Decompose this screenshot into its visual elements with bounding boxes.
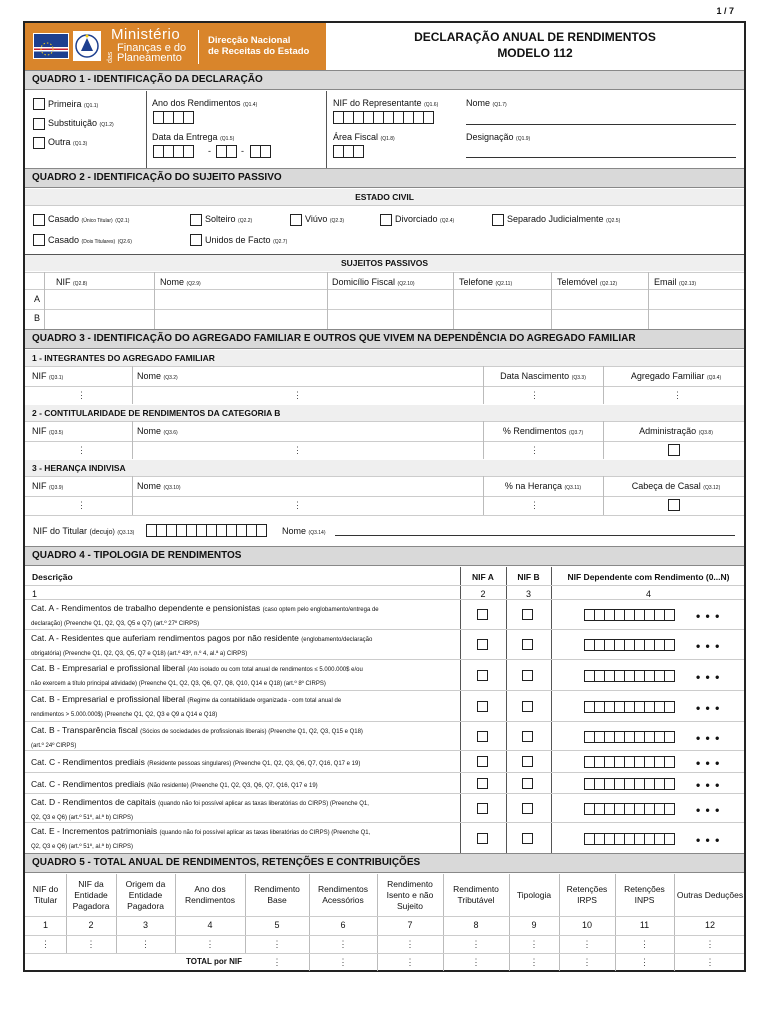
q5-col-number: 10 <box>581 920 592 930</box>
q4-col-nif-dependente: NIF Dependente com Rendimento (0...N) <box>567 572 730 582</box>
q5-cell-dots: ⋮ <box>405 939 415 949</box>
row-b-label: B <box>34 313 41 323</box>
divorciado-label: Divorciado (Q2.4) <box>395 214 455 224</box>
area-fiscal-label: Área Fiscal (Q1.8) <box>333 132 395 142</box>
q5-col-number: 5 <box>274 920 280 930</box>
q5-col-header: NIF do Titular <box>32 884 59 905</box>
q5-total-dots: ⋮ <box>338 957 348 967</box>
financas-text: Finanças e do <box>117 42 187 54</box>
nif-a-checkbox[interactable] <box>477 803 488 814</box>
substituicao-checkbox[interactable] <box>33 118 45 130</box>
tipologia-description <box>31 724 451 752</box>
nome-q1-field[interactable] <box>466 124 736 125</box>
row-a-label: A <box>34 294 41 304</box>
q5-col-header: Rendimento Isento e não Sujeito <box>386 878 434 911</box>
solteiro-checkbox[interactable] <box>190 214 202 226</box>
s3-col-heranca: % na Herança (Q3.11) <box>504 481 582 491</box>
viuvo-checkbox[interactable] <box>290 214 302 226</box>
q5-cell-dots: ⋮ <box>205 939 215 949</box>
q3-s2-title: 2 - CONTITULARIDADE DE RENDIMENTOS DA CATEGORIA B <box>25 405 744 421</box>
s2-col-nome: Nome (Q3.6) <box>137 426 178 436</box>
more-dependents-ellipsis[interactable]: • • • <box>696 778 721 792</box>
nif-a-checkbox[interactable] <box>477 833 488 844</box>
q5-col-header: Rendimentos Acessórios <box>317 884 369 905</box>
cabeca-casal-checkbox[interactable] <box>668 499 680 511</box>
casado-unico-label: Casado (Único Titular) (Q2.1) <box>48 214 130 224</box>
s2-nif-dots: ⋮ <box>77 445 86 455</box>
designacao-field[interactable] <box>466 157 736 158</box>
q5-col-header: Retenções IRPS <box>566 884 608 905</box>
q5-col-header: Origem da Entidade Pagadora <box>125 878 166 911</box>
q4-num-4: 4 <box>645 589 651 599</box>
nif-b-checkbox[interactable] <box>522 609 533 620</box>
tipologia-main-text: Cat. B - Empresarial e profissional liberal <box>31 663 186 673</box>
estado-civil-header: ESTADO CIVIL <box>25 189 744 205</box>
s2-col-administracao: Administração (Q3.8) <box>639 426 713 436</box>
s3-col-cabeca-casal: Cabeça de Casal (Q3.12) <box>631 481 721 491</box>
nif-dependente-input[interactable] <box>584 609 674 621</box>
data-entrega-year-input[interactable] <box>153 145 193 158</box>
sp-col-telemovel: Telemóvel (Q2.12) <box>557 277 617 287</box>
q5-col-number: 1 <box>42 920 48 930</box>
q5-cell-dots: ⋮ <box>272 939 282 949</box>
tipologia-main-text: Cat. A - Residentes que auferiam rendimentos pagos por não residente <box>31 633 299 643</box>
dnre-line1: Direcção Nacional <box>208 35 291 46</box>
q5-col-number: 9 <box>531 920 537 930</box>
logo-divider <box>198 30 199 64</box>
q5-cell-dots: ⋮ <box>640 939 649 949</box>
nif-dependente-input[interactable] <box>584 670 674 682</box>
nif-titular-input[interactable] <box>146 524 266 537</box>
nif-dependente-input[interactable] <box>584 756 674 768</box>
q5-col-number: 2 <box>88 920 94 930</box>
q5-title: QUADRO 5 - TOTAL ANUAL DE RENDIMENTOS, RETENÇÕES E CONTRIBUIÇÕES <box>25 853 744 873</box>
tipologia-note: (Regime da contabilidade organizada - com total anual de <box>187 698 342 704</box>
sp-col-domicilio: Domicílio Fiscal (Q2.10) <box>332 277 415 287</box>
tipologia-row <box>25 721 744 750</box>
tipologia-note-line2: Q2, Q3 e Q6) (art.º 51º, al.ª b) CIRPS) <box>31 844 133 850</box>
q5-col-header: Rendimento Tributável <box>453 884 499 905</box>
page-number: 1 / 7 <box>716 6 734 16</box>
q5-cell-dots: ⋮ <box>705 939 715 949</box>
nif-dependente-input[interactable] <box>584 803 674 815</box>
data-entrega-day-input[interactable] <box>250 145 270 158</box>
tipologia-main-text: Cat. E - Incrementos patrimoniais <box>31 826 158 836</box>
s1-col-nome: Nome (Q3.2) <box>137 371 178 381</box>
tipologia-note: (quando não foi possível aplicar as taxas liberatórias do CIRPS) (Preenche Q1, <box>158 801 369 807</box>
nif-a-checkbox[interactable] <box>477 609 488 620</box>
sujeitos-passivos-header: SUJEITOS PASSIVOS <box>25 255 744 271</box>
q5-cell-dots: ⋮ <box>338 939 348 949</box>
s2-col-rendimentos: % Rendimentos (Q3.7) <box>502 426 584 436</box>
s2-col-nif: NIF (Q3.5) <box>32 426 64 436</box>
separado-checkbox[interactable] <box>492 214 504 226</box>
q5-total-dots: ⋮ <box>529 957 539 967</box>
tipologia-row <box>25 629 744 659</box>
s2-rend-dots: ⋮ <box>530 445 539 455</box>
more-dependents-ellipsis[interactable]: • • • <box>696 609 721 623</box>
separado-label: Separado Judicialmente (Q2.5) <box>507 214 621 224</box>
tipologia-main-text: Cat. B - Transparência fiscal <box>31 725 138 735</box>
q5-cell-dots: ⋮ <box>582 939 592 949</box>
q5-cell-dots: ⋮ <box>141 939 150 949</box>
q5-col-header: Retenções INPS <box>624 884 665 905</box>
q5-col-number: 8 <box>473 920 479 930</box>
nif-dependente-input[interactable] <box>584 833 674 845</box>
q5-cell-dots: ⋮ <box>86 939 96 949</box>
tipologia-description <box>31 693 451 721</box>
q3-title: QUADRO 3 - IDENTIFICAÇÃO DO AGREGADO FAMILIAR E OUTROS QUE VIVEM NA DEPENDÊNCIA DO AGREGADO FAMILIAR <box>25 329 744 349</box>
s3-nome-dots: ⋮ <box>293 500 302 510</box>
sp-col-nif: NIF (Q2.8) <box>56 277 88 287</box>
administracao-checkbox[interactable] <box>668 444 680 456</box>
nif-a-checkbox[interactable] <box>477 701 488 712</box>
q4-col-nif-b: NIF B <box>517 572 540 582</box>
q3-s1-title: 1 - INTEGRANTES DO AGREGADO FAMILIAR <box>25 350 744 366</box>
tipologia-note-line2: declaração) (Preenche Q1, Q2, Q3, Q5 e Q7) (art.º 27º CIRPS) <box>31 621 200 627</box>
tipologia-description <box>31 796 451 824</box>
tipologia-description <box>31 662 451 690</box>
s3-col-nif: NIF (Q3.9) <box>32 481 64 491</box>
coat-of-arms-icon <box>73 31 101 61</box>
q5-total-dots: ⋮ <box>582 957 592 967</box>
q5-col-header: Outras Deduções <box>676 889 744 900</box>
unidos-facto-label: Unidos de Facto (Q2.7) <box>205 235 288 245</box>
tipologia-description <box>31 632 451 660</box>
q5-col-number: 4 <box>207 920 213 930</box>
s1-col-nif: NIF (Q3.1) <box>32 371 64 381</box>
more-dependents-ellipsis[interactable]: • • • <box>696 833 721 847</box>
substituicao-label: Substituição (Q1.2) <box>48 118 114 128</box>
data-entrega-month-input[interactable] <box>216 145 236 158</box>
q5-col-number: 6 <box>340 920 346 930</box>
nome-titular-label: Nome (Q3.14) <box>282 526 326 536</box>
more-dependents-ellipsis[interactable]: • • • <box>696 639 721 653</box>
tipologia-note: (Ato isolado ou com total anual de rendimentos ≤ 5.000.000$ e/ou <box>187 667 363 673</box>
nif-dependente-input[interactable] <box>584 778 674 790</box>
q5-cell-dots: ⋮ <box>41 939 50 949</box>
ministry-logo-block <box>25 23 326 70</box>
tipologia-row <box>25 659 744 690</box>
dnre-line2: de Receitas do Estado <box>208 46 310 57</box>
casado-dois-label: Casado (Dois Titulares) (Q2.6) <box>48 235 132 245</box>
nif-b-checkbox[interactable] <box>522 670 533 681</box>
outra-label: Outra (Q1.3) <box>48 137 88 147</box>
nif-a-checkbox[interactable] <box>477 778 488 789</box>
tipologia-description <box>31 778 451 792</box>
primeira-checkbox[interactable] <box>33 98 45 110</box>
tipologia-note: (englobamento/declaração <box>301 637 373 643</box>
q2-title: QUADRO 2 - IDENTIFICAÇÃO DO SUJEITO PASSIVO <box>25 168 744 188</box>
tipologia-main-text: Cat. C - Rendimentos prediais <box>31 757 145 767</box>
tipologia-note-line2: não exercem a título principal atividade) (Preenche Q1, Q2, Q3, Q6, Q7, Q8, Q10, Q14 e Q18) (art.º 8º CIRPS) <box>31 681 326 687</box>
tipologia-note-line2: Q2, Q3 e Q6) (art.º 51º, al.ª b) CIRPS) <box>31 815 133 821</box>
area-fiscal-input[interactable] <box>333 145 363 158</box>
tipologia-main-text: Cat. B - Empresarial e profissional liberal <box>31 694 186 704</box>
s1-col-data-nascimento: Data Nascimento (Q3.3) <box>500 371 586 381</box>
s1-nif-dots: ⋮ <box>77 390 86 400</box>
q5-col-number: 3 <box>142 920 148 930</box>
tipologia-main-text: Cat. D - Rendimentos de capitais <box>31 797 156 807</box>
tipologia-note: (Sócios de sociedades de profissionais liberais) (Preenche Q1, Q2, Q3, Q15 e Q18) <box>140 729 363 735</box>
s2-nome-dots: ⋮ <box>293 445 302 455</box>
ministerio-text: Ministério <box>111 26 181 43</box>
more-dependents-ellipsis[interactable]: • • • <box>696 803 721 817</box>
tipologia-description <box>31 825 451 853</box>
q4-col-descricao: Descrição <box>32 572 73 582</box>
date-dash-2: - <box>241 146 244 156</box>
q4-num-1: 1 <box>32 589 38 599</box>
q4-col-nif-a: NIF A <box>472 572 494 582</box>
tipologia-note: (Não residente) (Preenche Q1, Q2, Q3, Q6, Q7, Q16, Q17 e 19) <box>147 783 318 789</box>
tipologia-main-text: Cat. C - Rendimentos prediais <box>31 779 145 789</box>
sp-col-telefone: Telefone (Q2.11) <box>459 277 513 287</box>
ano-rendimentos-label: Ano dos Rendimentos (Q1.4) <box>152 98 258 108</box>
outra-checkbox[interactable] <box>33 137 45 149</box>
nif-a-checkbox[interactable] <box>477 731 488 742</box>
casado-unico-checkbox[interactable] <box>33 214 45 226</box>
tipologia-row <box>25 690 744 721</box>
nif-b-checkbox[interactable] <box>522 639 533 650</box>
s3-nif-dots: ⋮ <box>77 500 86 510</box>
tipologia-row <box>25 793 744 822</box>
q4-title: QUADRO 4 - TIPOLOGIA DE RENDIMENTOS <box>25 546 744 566</box>
q5-total-dots: ⋮ <box>640 957 649 967</box>
das-text: das <box>107 51 114 63</box>
tipologia-note: (caso optem pelo englobamento/entrega de <box>262 607 379 613</box>
tipologia-description <box>31 602 451 630</box>
tipologia-note-line2: rendimentos > 5.000.000$) (Preenche Q1, Q2, Q3 e Q9 a Q14 e Q18) <box>31 712 218 718</box>
tipologia-note: (Residente pessoas singulares) (Preenche Q1, Q2, Q3, Q6, Q7, Q16, Q17 e 19) <box>147 761 361 767</box>
viuvo-label: Viúvo (Q2.3) <box>305 214 345 224</box>
more-dependents-ellipsis[interactable]: • • • <box>696 701 721 715</box>
q5-cell-dots: ⋮ <box>529 939 539 949</box>
q5-col-number: 11 <box>639 920 650 930</box>
q5-col-header: NIF da Entidade Pagadora <box>72 878 110 911</box>
form-title: DECLARAÇÃO ANUAL DE RENDIMENTOS <box>414 30 656 44</box>
form-modelo-112 <box>23 21 746 972</box>
more-dependents-ellipsis[interactable]: • • • <box>696 731 721 745</box>
more-dependents-ellipsis[interactable]: • • • <box>696 670 721 684</box>
data-entrega-label: Data da Entrega (Q1.5) <box>152 132 235 142</box>
q5-total-dots: ⋮ <box>705 957 715 967</box>
tipologia-main-text: Cat. A - Rendimentos de trabalho dependente e pensionistas <box>31 603 261 613</box>
nif-b-checkbox[interactable] <box>522 803 533 814</box>
tipologia-row <box>25 822 744 853</box>
s3-col-nome: Nome (Q3.10) <box>137 481 181 491</box>
q5-col-header: Rendimento Base <box>254 884 300 905</box>
cape-verde-flag-icon <box>33 33 69 59</box>
nif-b-checkbox[interactable] <box>522 833 533 844</box>
more-dependents-ellipsis[interactable]: • • • <box>696 756 721 770</box>
s1-col-agregado: Agregado Familiar (Q3.4) <box>630 371 722 381</box>
planeamento-text: Planeamento <box>117 52 182 64</box>
tipologia-row <box>25 772 744 793</box>
nif-b-checkbox[interactable] <box>522 756 533 767</box>
nif-dependente-input[interactable] <box>584 701 674 713</box>
q5-total-dots: ⋮ <box>471 957 481 967</box>
q5-col-number: 12 <box>704 920 715 930</box>
q3-s3-title: 3 - HERANÇA INDIVISA <box>25 460 744 476</box>
q5-col-header: Ano dos Rendimentos <box>184 884 236 905</box>
divorciado-checkbox[interactable] <box>380 214 392 226</box>
tipologia-row <box>25 599 744 629</box>
nif-a-checkbox[interactable] <box>477 670 488 681</box>
nif-representante-label: NIF do Representante (Q1.6) <box>333 98 439 108</box>
tipologia-note: (quando não foi possível aplicar as taxas liberatórias do CIRPS) (Preenche Q1, <box>159 830 371 836</box>
q5-col-header: Tipologia <box>516 889 552 900</box>
nif-dependente-input[interactable] <box>584 731 674 743</box>
ano-rendimentos-input[interactable] <box>153 111 193 124</box>
s1-agregado-dots: ⋮ <box>673 390 682 400</box>
tipologia-note-line2: (art.º 24º CIRPS) <box>31 743 77 749</box>
nif-dependente-input[interactable] <box>584 639 674 651</box>
q1-title: QUADRO 1 - IDENTIFICAÇÃO DA DECLARAÇÃO <box>25 70 744 90</box>
sp-col-email: Email (Q2.13) <box>654 277 696 287</box>
s3-heranca-dots: ⋮ <box>530 500 539 510</box>
designacao-label: Designação (Q1.9) <box>466 132 531 142</box>
nif-b-checkbox[interactable] <box>522 701 533 712</box>
q4-num-2: 2 <box>480 589 486 599</box>
unidos-facto-checkbox[interactable] <box>190 234 202 246</box>
tipologia-row <box>25 750 744 772</box>
form-subtitle: MODELO 112 <box>497 46 573 60</box>
nome-titular-field[interactable] <box>335 535 735 536</box>
date-dash-1: - <box>208 146 211 156</box>
q5-col-number: 7 <box>407 920 413 930</box>
q5-cell-dots: ⋮ <box>471 939 481 949</box>
q5-total-label: TOTAL por NIF <box>186 957 242 966</box>
nif-representante-input[interactable] <box>333 111 433 124</box>
nif-a-checkbox[interactable] <box>477 756 488 767</box>
s1-data-dots: ⋮ <box>530 390 539 400</box>
form-title-block <box>326 23 744 70</box>
q4-num-3: 3 <box>525 589 531 599</box>
q5-total-dots: ⋮ <box>405 957 415 967</box>
sp-col-nome: Nome (Q2.9) <box>160 277 201 287</box>
nif-b-checkbox[interactable] <box>522 731 533 742</box>
casado-dois-checkbox[interactable] <box>33 234 45 246</box>
nif-titular-label: NIF do Titular (decujo) (Q3.13) <box>33 526 135 536</box>
nif-b-checkbox[interactable] <box>522 778 533 789</box>
q5-total-dots: ⋮ <box>272 957 282 967</box>
tipologia-note-line2: obrigatória) (Preenche Q1, Q2, Q3, Q5, Q7 e Q18) (art.º 43º, n.º 4, al.ª a) CIRPS) <box>31 651 248 657</box>
tipologia-description <box>31 756 451 770</box>
primeira-label: Primeira (Q1.1) <box>48 99 99 109</box>
solteiro-label: Solteiro (Q2.2) <box>205 214 253 224</box>
s1-nome-dots: ⋮ <box>293 390 302 400</box>
nif-a-checkbox[interactable] <box>477 639 488 650</box>
nome-q1-label: Nome (Q1.7) <box>466 98 507 108</box>
